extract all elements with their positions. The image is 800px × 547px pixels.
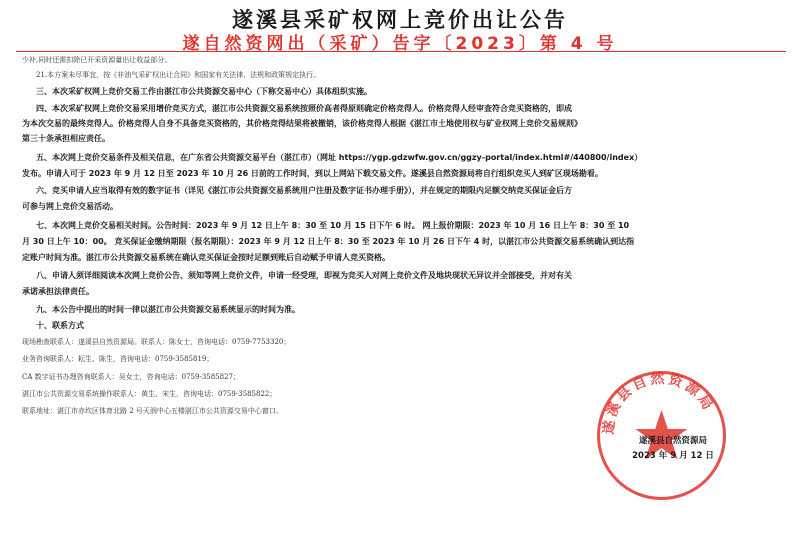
contact-site-survey: 现场勘查联系人：遂溪县自然资源局。联系人：陈女士，咨询电话：0759-7753320； <box>22 338 291 346</box>
contact-business: 业务咨询联系人：耘生、陈生，咨询电话：0759-3585819； <box>22 355 214 363</box>
body-line: 少补,同时还需扣除已开采资源量出让收益部分。 <box>22 56 172 64</box>
section-six-cont: 可参与网上竞价交易活动。 <box>22 202 118 211</box>
svg-text:遂溪县自然资源局: 遂溪县自然资源局 <box>600 370 717 436</box>
section-four-cont: 第三十条承担相应责任。 <box>22 134 110 143</box>
section-seven-cont: 月 30 日上午 10：00。 竞买保证金缴纳期限（报名期限）：2023 年 9 月 12 日上午 8：30 至 2023 年 10 月 26 日下午 4 时，以湛江市公共资源交易系统确认到达指 <box>22 237 635 246</box>
document-title: 遂溪县采矿权网上竞价出让公告 <box>232 7 568 32</box>
section-three: 三、本次采矿权网上竞价交易工作由湛江市公共资源交易中心（下称交易中心）具体组织实施。 <box>36 87 372 96</box>
contact-ca-certificate: CA 数字证书办理咨询联系人：吴女士，咨询电话：0759-3585827； <box>22 373 240 381</box>
section-five: 五、本次网上竞价交易条件及相关信息，在广东省公共资源交易平台（湛江市）（网址 https://ygp.gdzwfw.gov.cn/ggzy-portal/index.html#/440800/index） <box>36 153 643 162</box>
document-number: 遂自然资网出（采矿）告字〔2023〕第 4 号 <box>182 34 618 54</box>
section-nine: 九、本公告中提出的时间一律以湛江市公共资源交易系统显示的时间为准。 <box>36 305 300 314</box>
contact-address: 联系地址：湛江市赤坎区体育北路 2 号天润中心五楼湛江市公共资源交易中心窗口。 <box>22 407 283 415</box>
red-divider <box>16 51 786 52</box>
issuer-signature: 遂溪县自然资源局 <box>638 436 707 446</box>
body-line: 21.本方案未尽事宜，按《非油气采矿权出让合同》和国家有关法律、法规和政策规定执行。 <box>36 71 321 79</box>
section-eight: 八、申请人须详细阅读本次网上竞价公告、须知等网上竞价文件，申请一经受理，即视为竞买人对网上竞价文件及地块现状无异议并全部接受，并对有关 <box>36 271 572 280</box>
issue-date: 2023 年 9 月 12 日 <box>632 451 714 461</box>
contact-system-operation: 湛江市公共资源交易系统操作联系人：黄生、宋生，咨询电话：0759-3585822； <box>22 390 277 398</box>
section-seven: 七、本次网上竞价交易相关时间。公告时间：2023 年 9 月 12 日上午 8：30 至 10 月 15 日下午 6 时。 网上报价期限：2023 年 10 月 16 日上午 8：30 至 10 <box>36 221 630 230</box>
section-ten-heading: 十、联系方式 <box>36 321 84 330</box>
section-five-cont: 发布。申请人可于 2023 年 9 月 12 日至 2023 年 10 月 26 日前的工作时间，到以上网站下载交易文件。遂溪县自然资源局将自行组织竞买人到矿区现场勘看。 <box>22 169 603 178</box>
section-four-cont: 为本次交易的最终竞得人。价格竞得人自身不具备竞买资格的，其价格竞得结果将被撤销，该价格竞得人根据《湛江市土地使用权与矿业权网上竞价交易规则》 <box>22 119 582 128</box>
section-eight-cont: 承诺承担法律责任。 <box>22 287 94 296</box>
section-seven-cont: 定账户时间为准。湛江市公共资源交易系统在确认竞买保证金按时足额到账后自动赋予申请人竞买资格。 <box>22 253 390 262</box>
section-six: 六、竞买申请人应当取得有效的数字证书（详见《湛江市公共资源交易系统用户注册及数字证书办理手册》），并在规定的期限内足额交纳竞买保证金后方 <box>36 186 572 195</box>
section-four: 四、本次采矿权网上竞价交易采用增价竞买方式，湛江市公共资源交易系统按照价高者得原则确定价格竞得人。价格竞得人经审查符合竞买资格的，即成 <box>36 104 572 113</box>
